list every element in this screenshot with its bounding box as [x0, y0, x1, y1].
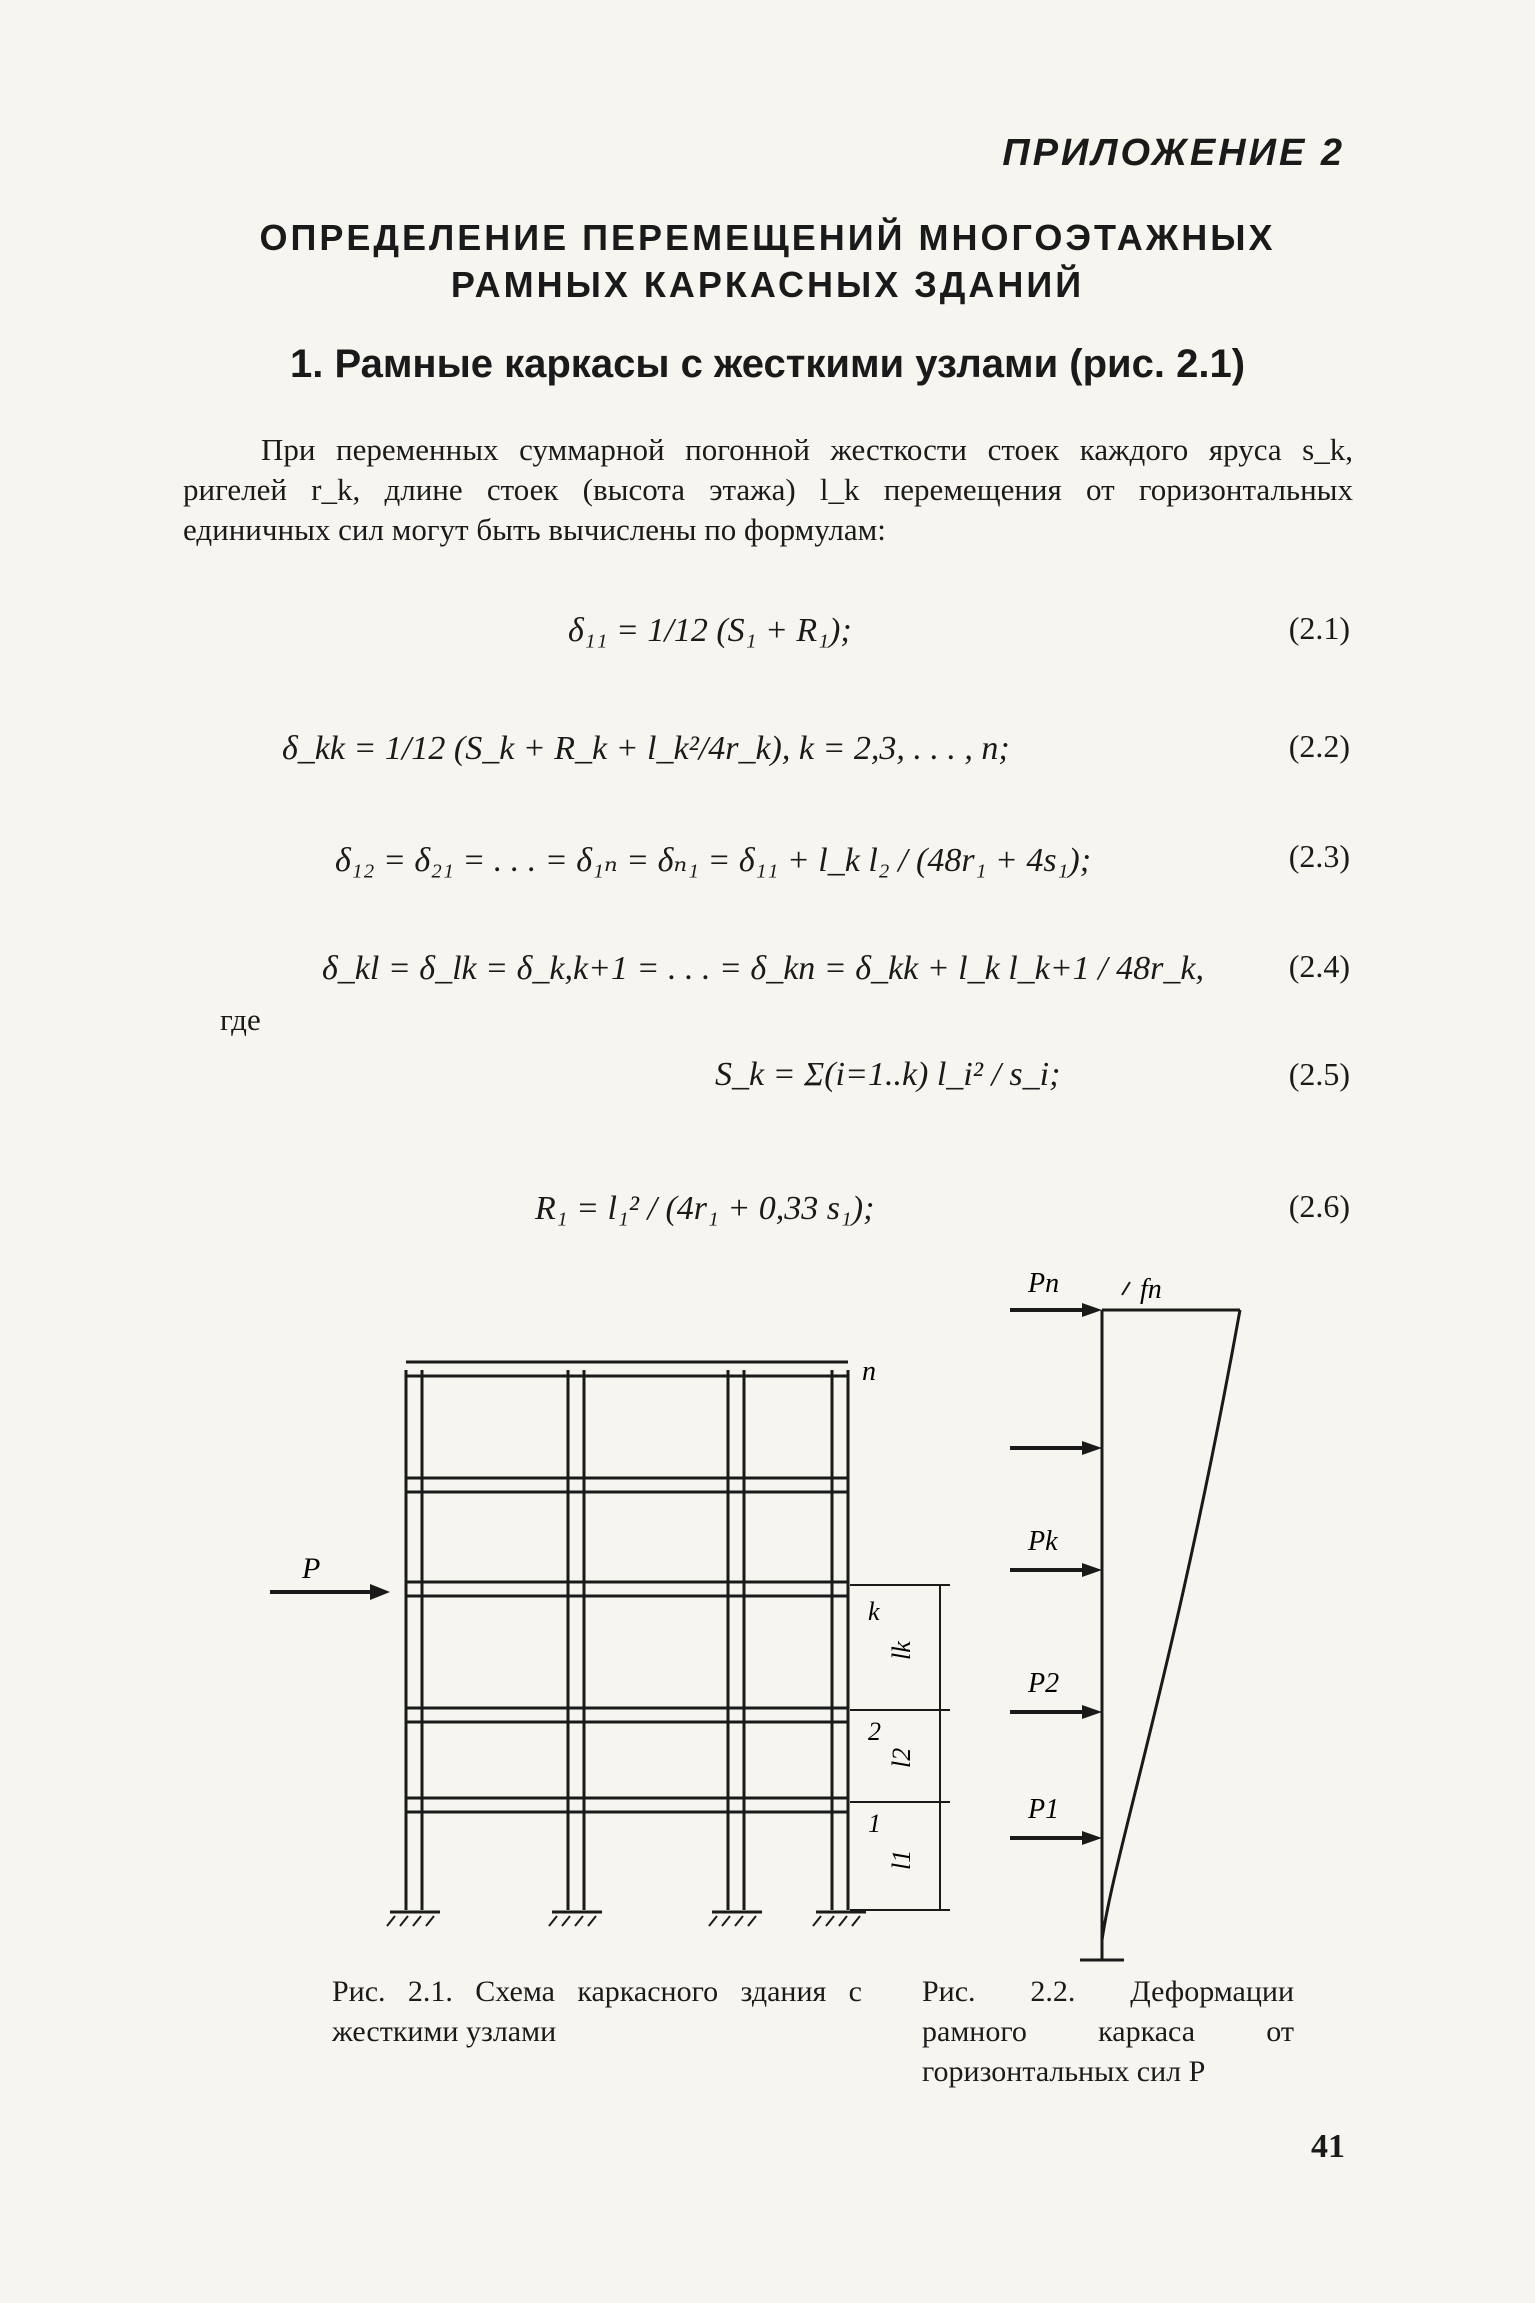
floor-k-label: k: [868, 1597, 880, 1626]
equation-number-2-5: (2.5): [1288, 1056, 1350, 1092]
force-pk-label: Pk: [1028, 1526, 1058, 1557]
appendix-label: ПРИЛОЖЕНИЕ 2: [1002, 132, 1345, 174]
dimension-lk-label: lk: [887, 1641, 916, 1660]
page-title-line2: РАМНЫХ КАРКАСНЫХ ЗДАНИЙ: [450, 264, 1085, 305]
figure-2-2-caption: Рис. 2.2. Деформации рамного каркаса от горизонтальных сил P: [922, 1975, 1294, 2088]
deformation-figure: [990, 1250, 1290, 1970]
force-p2-label: P2: [1028, 1668, 1060, 1699]
equation-number-2-2: (2.2): [1288, 728, 1350, 764]
equation-number-2-4: (2.4): [1288, 948, 1350, 984]
dimension-l1-label: l1: [887, 1849, 916, 1870]
force-pn-label: Pn: [1028, 1268, 1060, 1299]
top-floor-label: n: [862, 1356, 876, 1387]
equation-number-2-3: (2.3): [1288, 838, 1350, 874]
equation-number-2-1: (2.1): [1288, 610, 1350, 646]
deflection-fn-label: fn: [1140, 1274, 1162, 1305]
page-title-line1: ОПРЕДЕЛЕНИЕ ПЕРЕМЕЩЕНИЙ МНОГОЭТАЖНЫХ: [259, 217, 1276, 258]
equation-2-6: R₁ = l₁² / (4r₁ + 0,33 s₁);: [535, 1190, 875, 1227]
where-label: где: [220, 1002, 261, 1037]
equation-2-3: δ₁₂ = δ₂₁ = . . . = δ₁ₙ = δₙ₁ = δ₁₁ + l_k l₂ / (48r₁ + 4s₁);: [335, 842, 1092, 879]
equation-2-4: δ_kl = δ_lk = δ_k,k+1 = . . . = δ_kn = δ_kk + l_k l_k+1 / 48r_k,: [322, 950, 1204, 987]
intro-paragraph: При переменных суммарной погонной жесткости стоек каждого яруса s_k, ригелей r_k, длине стоек (высота этажа) l_k перемещения от горизонтальных единичных сил могут быть вычислены по формулам:: [183, 432, 1353, 547]
section-heading: 1. Рамные каркасы с жесткими узлами (рис. 2.1): [289, 342, 1246, 386]
floor-2-label: 2: [868, 1717, 881, 1746]
page-number: 41: [1311, 2128, 1345, 2165]
force-arrows: [1010, 1303, 1102, 1845]
load-label: P: [302, 1552, 321, 1585]
dimension-l2-label: l2: [887, 1747, 916, 1768]
force-p1-label: P1: [1028, 1794, 1060, 1825]
equation-2-2: δ_kk = 1/12 (S_k + R_k + l_k²/4r_k), k = 2,3, . . . , n;: [282, 730, 1010, 767]
frame-schematic-figure: [250, 1350, 970, 1950]
equation-2-5: S_k = Σ(i=1..k) l_i² / s_i;: [715, 1056, 1061, 1093]
floor-1-label: 1: [868, 1809, 881, 1838]
equation-2-1: δ₁₁ = 1/12 (S₁ + R₁);: [568, 612, 852, 649]
figure-2-1-caption: Рис. 2.1. Схема каркасного здания с жесткими узлами: [332, 1975, 862, 2048]
load-arrow: [270, 1584, 390, 1600]
equation-number-2-6: (2.6): [1288, 1188, 1350, 1224]
